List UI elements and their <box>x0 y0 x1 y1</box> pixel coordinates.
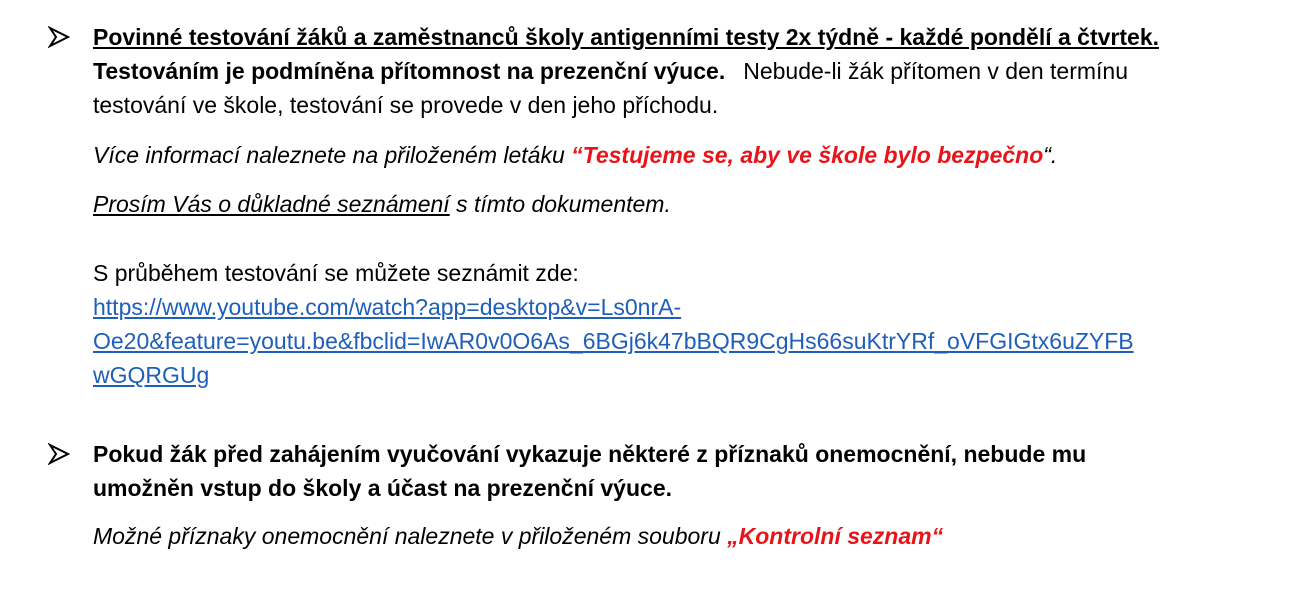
video-link-line1: https://www.youtube.com/watch?app=desktop&v=Ls0nrA- <box>93 294 682 320</box>
section-testing <box>93 20 1263 122</box>
testing-condition-line2: testování ve škole, testování se provede v den jeho příchodu. <box>93 92 719 118</box>
testing-condition-line <box>93 54 1263 88</box>
symptoms-heading-line2: umožněn vstup do školy a účast na prezenční výuce. <box>93 475 672 501</box>
testing-condition-bold: Testováním je podmíněna přítomnost na prezenční výuce. <box>93 58 726 84</box>
request-rest: s tímto dokumentem. <box>449 191 671 217</box>
leaflet-title: “Testujeme se, aby ve škole bylo bezpečno <box>571 142 1044 168</box>
request-underlined: Prosím Vás o důkladné seznámení <box>93 191 450 217</box>
section-symptoms <box>93 437 1263 505</box>
symptoms-note-prefix: Možné příznaky onemocnění naleznete v přiloženém souboru <box>93 523 728 549</box>
symptoms-heading-line1: Pokud žák před zahájením vyučování vykazuje některé z příznaků onemocnění, nebude mu <box>93 441 1087 467</box>
request-line <box>93 187 1263 221</box>
symptoms-note <box>93 519 1263 553</box>
arrowhead-bullet-icon <box>48 443 70 465</box>
testing-condition-rest: Nebude-li žák přítomen v den termínu <box>743 58 1129 84</box>
video-link[interactable] <box>93 290 1263 392</box>
video-link-line2: Oe20&feature=youtu.be&fbclid=IwAR0v0O6As_6BGj6k47bBQR9CgHs66suKtrYRf_oVFGIGtx6uZYFB <box>93 328 1134 354</box>
testing-heading: Povinné testování žáků a zaměstnanců školy antigenními testy 2x týdně - každé pondělí a čtvrtek. <box>93 24 1159 50</box>
video-intro: S průběhem testování se můžete seznámit zde: <box>93 260 579 286</box>
video-section <box>93 256 1263 392</box>
video-link-line3: wGQRGUg <box>93 362 210 388</box>
checklist-title: „Kontrolní seznam“ <box>727 523 944 549</box>
info-line <box>93 138 1263 172</box>
info-prefix: Více informací naleznete na přiloženém letáku <box>93 142 572 168</box>
info-suffix: “. <box>1043 142 1058 168</box>
arrowhead-bullet-icon <box>48 26 70 48</box>
